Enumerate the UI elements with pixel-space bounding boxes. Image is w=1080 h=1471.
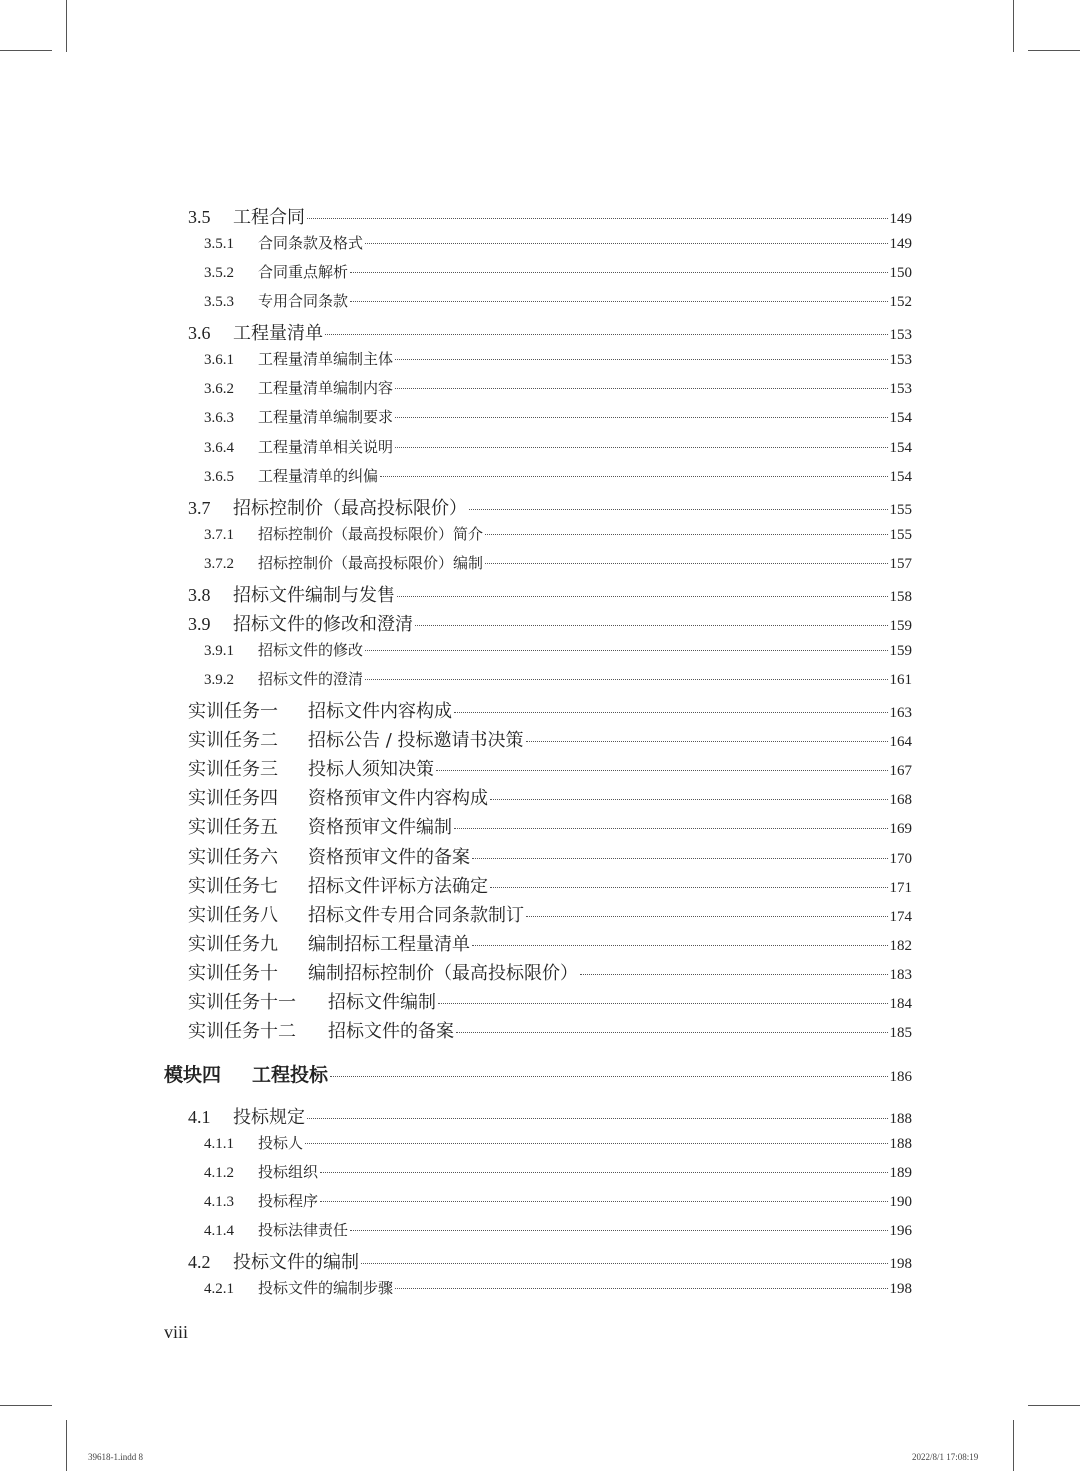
toc-entry-number: 3.6 xyxy=(188,323,211,343)
page-number: viii xyxy=(164,1322,189,1342)
toc-entry-page: 163 xyxy=(889,705,912,721)
toc-entry-number: 3.5.1 xyxy=(204,236,234,252)
toc-entry[interactable] xyxy=(204,290,912,311)
toc-entry[interactable] xyxy=(188,755,912,781)
toc-entry-page: 190 xyxy=(889,1194,912,1210)
dot-leader xyxy=(361,1262,888,1264)
toc-entry-page: 169 xyxy=(889,821,912,837)
slug-timestamp: 2022/8/1 17:08:19 xyxy=(912,1452,979,1462)
dot-leader xyxy=(395,446,887,448)
toc-entry[interactable] xyxy=(188,843,912,869)
dot-leader xyxy=(397,595,888,597)
dot-leader xyxy=(307,217,888,219)
toc-entry-number: 3.6.2 xyxy=(204,381,234,397)
dot-leader xyxy=(350,1229,887,1231)
toc-entry[interactable] xyxy=(188,319,912,345)
dot-leader xyxy=(365,678,887,680)
toc-entry-number: 4.1.1 xyxy=(204,1136,234,1152)
toc-entry[interactable] xyxy=(188,1248,912,1274)
toc-entry-page: 154 xyxy=(889,440,912,456)
toc-entry-title: 投标文件的编制 xyxy=(233,1252,359,1273)
toc-entry-title: 工程量清单相关说明 xyxy=(258,438,394,456)
toc-entry-title: 招标控制价（最高投标限价） xyxy=(233,498,467,519)
toc-entry-number: 4.1.3 xyxy=(204,1194,234,1210)
toc-entry-title: 编制招标工程量清单 xyxy=(308,934,470,955)
toc-entry-page: 159 xyxy=(889,643,912,659)
toc-entry[interactable] xyxy=(204,552,912,573)
dot-leader xyxy=(395,1287,887,1289)
toc-entry-page: 164 xyxy=(889,734,912,750)
dot-leader xyxy=(469,508,888,510)
dot-leader xyxy=(395,358,887,360)
dot-leader xyxy=(395,387,887,389)
toc-entry-title: 招标文件专用合同条款制订 xyxy=(308,905,524,926)
toc-entry[interactable] xyxy=(188,872,912,898)
toc-entry[interactable] xyxy=(204,1277,912,1298)
toc-entry-number: 4.1.2 xyxy=(204,1165,234,1181)
toc-entry-number: 模块四 xyxy=(164,1064,222,1086)
toc-entry-number: 3.9.2 xyxy=(204,672,234,688)
toc-entry-title: 资格预审文件内容构成 xyxy=(308,788,488,809)
toc-entry-page: 161 xyxy=(889,672,912,688)
dot-leader xyxy=(485,562,887,564)
toc-entry-page: 154 xyxy=(889,410,912,426)
toc-entry[interactable] xyxy=(204,1219,912,1240)
toc-entry[interactable] xyxy=(204,377,912,398)
toc-entry-title: 招标文件的修改和澄清 xyxy=(233,614,413,635)
toc-entry-page: 171 xyxy=(889,880,912,896)
dot-leader xyxy=(490,798,888,800)
toc-entry[interactable] xyxy=(188,784,912,810)
toc-entry-page: 154 xyxy=(889,469,912,485)
toc-entry-title: 投标人 xyxy=(258,1134,304,1152)
dot-leader xyxy=(454,827,888,829)
toc-entry-title: 资格预审文件编制 xyxy=(308,817,452,838)
toc-entry-page: 168 xyxy=(889,792,912,808)
toc-entry[interactable] xyxy=(188,988,912,1014)
toc-entry-title: 工程量清单 xyxy=(233,323,323,344)
dot-leader xyxy=(350,300,887,302)
toc-entry-page: 182 xyxy=(889,938,912,954)
toc-entry-title: 投标人须知决策 xyxy=(308,759,434,780)
dot-leader xyxy=(365,649,887,651)
toc-entry[interactable] xyxy=(204,232,912,253)
toc-entry-page: 198 xyxy=(889,1256,912,1272)
toc-entry-page: 158 xyxy=(889,589,912,605)
toc-entry-number: 3.5.2 xyxy=(204,265,234,281)
toc-entry-title: 招标控制价（最高投标限价）编制 xyxy=(258,554,484,572)
toc-entry-number: 3.7.1 xyxy=(204,527,234,543)
toc-entry-title: 招标文件内容构成 xyxy=(308,701,452,722)
toc-entry-title: 招标文件的备案 xyxy=(328,1021,454,1042)
dot-leader xyxy=(380,475,887,477)
toc-entry[interactable] xyxy=(188,1017,912,1043)
toc-entry-page: 198 xyxy=(889,1281,912,1297)
toc-entry-title: 投标文件的编制步骤 xyxy=(258,1279,394,1297)
toc-entry-page: 149 xyxy=(889,211,912,227)
toc-entry[interactable] xyxy=(188,1103,912,1129)
toc-entry-page: 167 xyxy=(889,763,912,779)
toc-entry-page: 149 xyxy=(889,236,912,252)
toc-entry-page: 196 xyxy=(889,1223,912,1239)
toc-entry-page: 153 xyxy=(889,352,912,368)
toc-entry-page: 150 xyxy=(889,265,912,281)
toc-entry[interactable] xyxy=(204,1161,912,1182)
toc-entry-number: 实训任务九 xyxy=(188,934,278,955)
toc-entry-title: 招标文件的修改 xyxy=(258,641,364,659)
toc-entry-number: 实训任务十 xyxy=(188,963,278,984)
toc-entry-number: 实训任务三 xyxy=(188,759,278,780)
toc-entry-title: 投标组织 xyxy=(258,1163,319,1181)
toc-entry-number: 实训任务五 xyxy=(188,817,278,838)
toc-entry[interactable] xyxy=(188,203,912,229)
toc-entry[interactable] xyxy=(204,406,912,427)
toc-entry[interactable] xyxy=(204,465,912,486)
toc-entry-number: 实训任务十一 xyxy=(188,992,296,1013)
toc-entry[interactable] xyxy=(188,901,912,927)
dot-leader xyxy=(330,1075,887,1077)
toc-entry[interactable] xyxy=(204,1190,912,1211)
dot-leader xyxy=(526,740,888,742)
dot-leader xyxy=(490,886,888,888)
toc-entry-page: 183 xyxy=(889,967,912,983)
toc-entry-title: 投标规定 xyxy=(233,1107,305,1128)
toc-entry-number: 4.2.1 xyxy=(204,1281,234,1297)
toc-entry-number: 实训任务一 xyxy=(188,701,278,722)
toc-entry[interactable] xyxy=(188,610,912,636)
toc-entry-page: 152 xyxy=(889,294,912,310)
toc-entry[interactable] xyxy=(204,523,912,544)
dot-leader xyxy=(320,1200,887,1202)
dot-leader xyxy=(472,944,888,946)
toc-entry-title: 招标文件编制与发售 xyxy=(233,585,395,606)
toc-entry-number: 实训任务二 xyxy=(188,730,278,751)
toc-entry-page: 174 xyxy=(889,909,912,925)
toc-entry-title: 投标程序 xyxy=(258,1192,319,1210)
dot-leader xyxy=(307,1117,888,1119)
toc-entry-page: 189 xyxy=(889,1165,912,1181)
toc-entry-title: 合同条款及格式 xyxy=(258,234,364,252)
toc-entry-page: 185 xyxy=(889,1025,912,1041)
toc-entry-title: 招标文件的澄清 xyxy=(258,670,364,688)
toc-entry[interactable] xyxy=(188,813,912,839)
toc-entry[interactable] xyxy=(188,697,912,723)
toc-entry-number: 3.7 xyxy=(188,498,211,518)
dot-leader xyxy=(365,242,887,244)
dot-leader xyxy=(305,1142,887,1144)
dot-leader xyxy=(395,416,887,418)
toc-entry-title: 编制招标控制价（最高投标限价） xyxy=(308,963,578,984)
toc-entry-number: 3.8 xyxy=(188,585,211,605)
toc-entry-title: 招标文件评标方法确定 xyxy=(308,876,488,897)
toc-entry-number: 3.6.1 xyxy=(204,352,234,368)
dot-leader xyxy=(350,271,887,273)
toc-entry-number: 3.6.4 xyxy=(204,440,234,456)
toc-entry-number: 实训任务四 xyxy=(188,788,278,809)
toc-entry-page: 184 xyxy=(889,996,912,1012)
toc-entry-title: 工程合同 xyxy=(233,207,305,228)
toc-entry[interactable] xyxy=(204,436,912,457)
toc-entry-page: 153 xyxy=(889,381,912,397)
dot-leader xyxy=(436,769,888,771)
toc-entry-number: 实训任务八 xyxy=(188,905,278,926)
toc-entry[interactable] xyxy=(188,726,912,752)
dot-leader xyxy=(472,857,888,859)
dot-leader xyxy=(485,533,887,535)
toc-entry[interactable] xyxy=(188,930,912,956)
toc-entry-number: 4.2 xyxy=(188,1252,211,1272)
dot-leader xyxy=(325,333,888,335)
toc-entry-number: 实训任务十二 xyxy=(188,1021,296,1042)
toc-entry-title: 招标控制价（最高投标限价）简介 xyxy=(258,525,484,543)
toc-entry[interactable] xyxy=(188,581,912,607)
dot-leader xyxy=(456,1031,888,1033)
toc-entry-number: 实训任务七 xyxy=(188,876,278,897)
toc-entry-page: 188 xyxy=(889,1136,912,1152)
toc-entry-page: 157 xyxy=(889,556,912,572)
toc-entry-title: 专用合同条款 xyxy=(258,292,349,310)
toc-entry-page: 155 xyxy=(889,502,912,518)
toc-entry-title: 工程量清单编制主体 xyxy=(258,350,394,368)
toc-entry-number: 4.1.4 xyxy=(204,1223,234,1239)
dot-leader xyxy=(320,1171,887,1173)
dot-leader xyxy=(438,1002,888,1004)
toc-entry-title: 工程量清单编制要求 xyxy=(258,408,394,426)
toc-entry-title: 资格预审文件的备案 xyxy=(308,847,470,868)
toc-entry-number: 3.9.1 xyxy=(204,643,234,659)
toc-entry-number: 3.5.3 xyxy=(204,294,234,310)
toc-entry-module[interactable] xyxy=(164,1060,912,1087)
toc-entry-title: 工程投标 xyxy=(252,1064,329,1086)
toc-entry[interactable] xyxy=(188,494,912,520)
toc-entry-title: 招标文件编制 xyxy=(328,992,436,1013)
toc-entry-number: 3.7.2 xyxy=(204,556,234,572)
toc-entry-title: 招标公告 / 投标邀请书决策 xyxy=(308,730,524,751)
toc-entry-title: 投标法律责任 xyxy=(258,1221,349,1239)
toc-entry-number: 4.1 xyxy=(188,1107,211,1127)
toc-entry-page: 188 xyxy=(889,1111,912,1127)
toc-entry-number: 3.6.5 xyxy=(204,469,234,485)
toc-entry-title: 工程量清单编制内容 xyxy=(258,379,394,397)
toc-entry-page: 186 xyxy=(889,1069,912,1085)
dot-leader xyxy=(526,915,888,917)
toc-entry-number: 实训任务六 xyxy=(188,847,278,868)
toc-entry-number: 3.9 xyxy=(188,614,211,634)
toc-entry-number: 3.6.3 xyxy=(204,410,234,426)
toc-entry-title: 合同重点解析 xyxy=(258,263,349,281)
dot-leader xyxy=(580,973,888,975)
dot-leader xyxy=(454,711,888,713)
toc-entry-page: 153 xyxy=(889,327,912,343)
dot-leader xyxy=(415,624,888,626)
toc-entry[interactable] xyxy=(204,348,912,369)
toc-entry[interactable] xyxy=(204,261,912,282)
toc-entry-number: 3.5 xyxy=(188,207,211,227)
slug-file-info: 39618-1.indd 8 xyxy=(88,1452,143,1462)
toc-entry[interactable] xyxy=(204,1132,912,1153)
toc-entry-page: 159 xyxy=(889,618,912,634)
toc-entry-title: 工程量清单的纠偏 xyxy=(258,467,379,485)
toc-entry[interactable] xyxy=(204,668,912,689)
toc-entry-page: 155 xyxy=(889,527,912,543)
toc-entry[interactable] xyxy=(204,639,912,660)
toc-entry[interactable] xyxy=(188,959,912,985)
toc-entry-page: 170 xyxy=(889,851,912,867)
